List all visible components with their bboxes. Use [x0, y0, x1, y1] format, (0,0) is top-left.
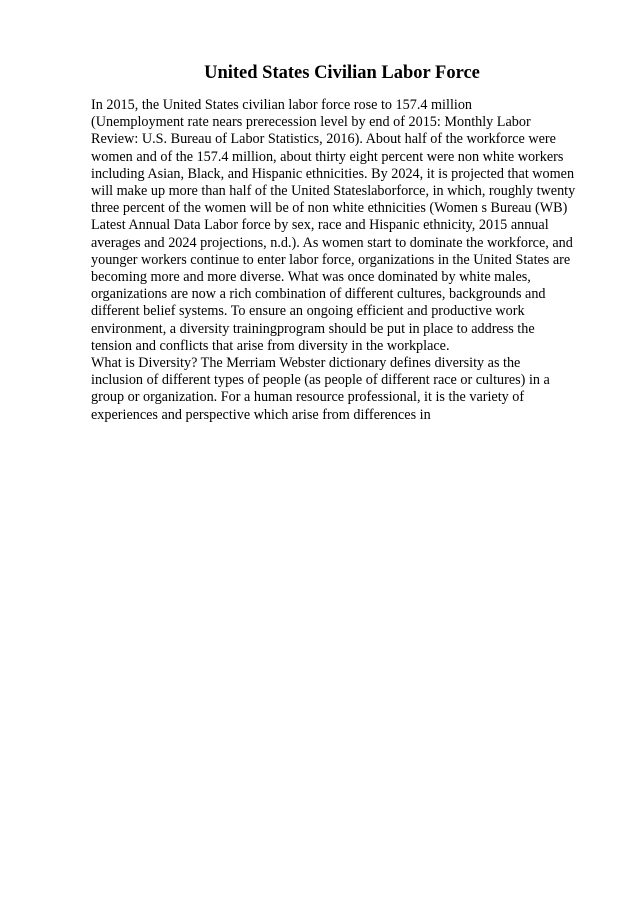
body-line: Review: U.S. Bureau of Labor Statistics, 2016). About half of the workforce were	[91, 131, 556, 148]
body-line: tension and conflicts that arise from diversity in the workplace.	[91, 337, 450, 354]
body-line: (Unemployment rate nears prerecession level by end of 2015: Monthly Labor	[91, 114, 531, 131]
body-line: women and of the 157.4 million, about thirty eight percent were non white workers	[91, 148, 564, 165]
body-line: inclusion of different types of people (as people of different race or cultures) in a	[91, 372, 550, 389]
document-title: United States Civilian Labor Force	[204, 63, 480, 83]
body-line: three percent of the women will be of non white ethnicities (Women s Bureau (WB)	[91, 200, 568, 217]
body-line: group or organization. For a human resource professional, it is the variety of	[91, 389, 525, 406]
body-line: What is Diversity? The Merriam Webster dictionary defines diversity as the	[91, 355, 521, 372]
body-line: younger workers continue to enter labor force, organizations in the United States are	[91, 251, 571, 268]
body-line: averages and 2024 projections, n.d.). As women start to dominate the workforce, and	[91, 234, 573, 251]
document-body	[91, 97, 621, 424]
body-line: different belief systems. To ensure an ongoing efficient and productive work	[91, 303, 525, 320]
body-line: Latest Annual Data Labor force by sex, race and Hispanic ethnicity, 2015 annual	[91, 217, 549, 234]
body-line: organizations are now a rich combination of different cultures, backgrounds and	[91, 286, 546, 303]
body-line: In 2015, the United States civilian labor force rose to 157.4 million	[91, 97, 473, 113]
body-line: will make up more than half of the United Stateslaborforce, in which, roughly twenty	[91, 183, 576, 200]
body-line: becoming more and more diverse. What was once dominated by white males,	[91, 269, 531, 286]
body-line: including Asian, Black, and Hispanic ethnicities. By 2024, it is projected that women	[91, 165, 575, 182]
body-line: experiences and perspective which arise from differences in	[91, 406, 431, 423]
body-line: environment, a diversity trainingprogram should be put in place to address the	[91, 320, 535, 337]
